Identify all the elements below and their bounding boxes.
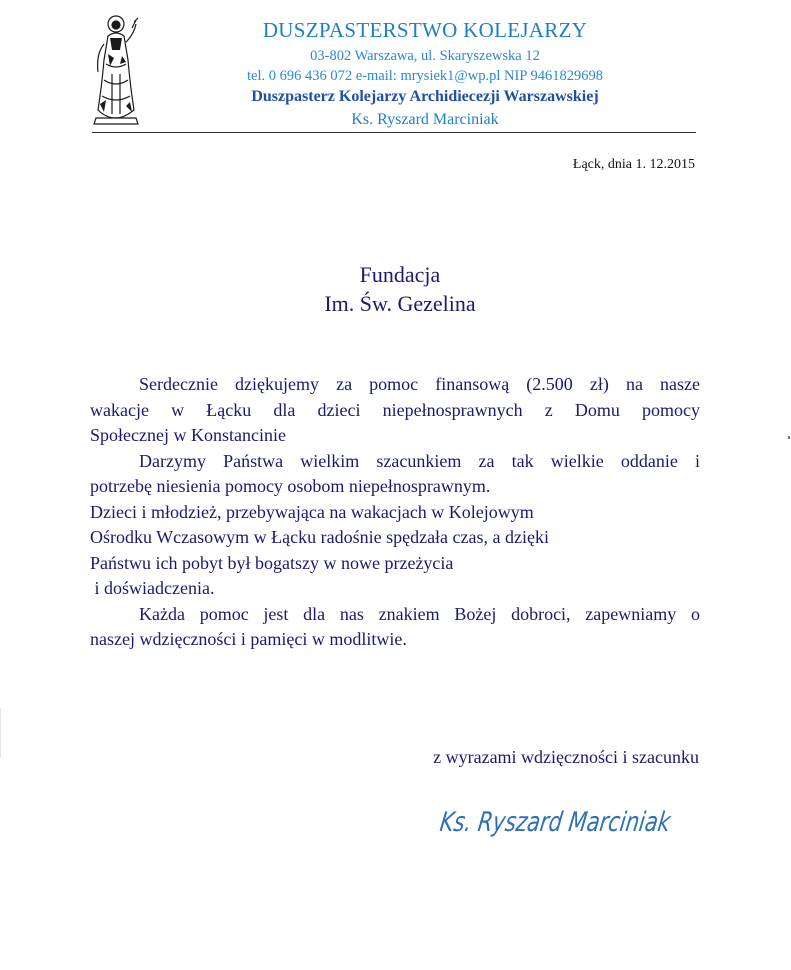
body-line: Serdecznie dziękujemy za pomoc finansową (2.500 zł) na nasze [139,374,700,394]
saint-figure-emblem-icon [90,14,142,126]
scan-mark [788,436,790,439]
chaplain-role: Duszpasterz Kolejarzy Archidiecezji Warszawskiej [251,88,599,105]
closing-phrase: z wyrazami wdzięczności i szacunku [433,747,699,767]
signature-text: Ks. Ryszard Marciniak [437,807,708,838]
letter-date: Łąck, dnia 1. 12.2015 [572,157,695,172]
organization-address: 03-802 Warszawa, ul. Skaryszewska 12 [310,48,540,64]
body-line: wakacje w Łącku dla dzieci niepełnosprawnych z Domu pomocy [90,399,700,420]
recipient-line-1: Fundacja [359,262,441,287]
header-divider [92,132,696,133]
body-line: Dzieci i młodzież, przebywająca na wakacjach w Kolejowym [90,501,534,522]
recipient-block [190,260,610,318]
body-line: naszej wdzięczności i pamięci w modlitwie. [90,629,407,649]
body-line: Każda pomoc jest dla nas znakiem Bożej dobroci, zapewniamy o [139,603,700,624]
body-line: i doświadczenia. [90,578,215,598]
body-line: Państwu ich pobyt był bogatszy w nowe przeżycia [90,552,454,573]
letter-body [90,372,700,653]
handwritten-signature [437,795,708,845]
recipient-line-2: Im. Św. Gezelina [324,291,476,316]
organization-contact: tel. 0 696 436 072 e-mail: mrysiek1@wp.pl NIP 9461829698 [247,68,603,84]
chaplain-name: Ks. Ryszard Marciniak [351,111,499,128]
scan-edge [0,708,1,758]
body-line: Społecznej w Konstancinie [90,425,286,445]
body-line: potrzebę niesienia pomocy osobom niepełnosprawnym. [90,476,491,496]
organization-name: DUSZPASTERSTWO KOLEJARZY [262,18,588,42]
body-line: Darzymy Państwa wielkim szacunkiem za tak wielkie oddanie i [139,450,700,471]
body-line: Ośrodku Wczasowym w Łącku radośnie spędzała czas, a dzięki [90,527,549,547]
